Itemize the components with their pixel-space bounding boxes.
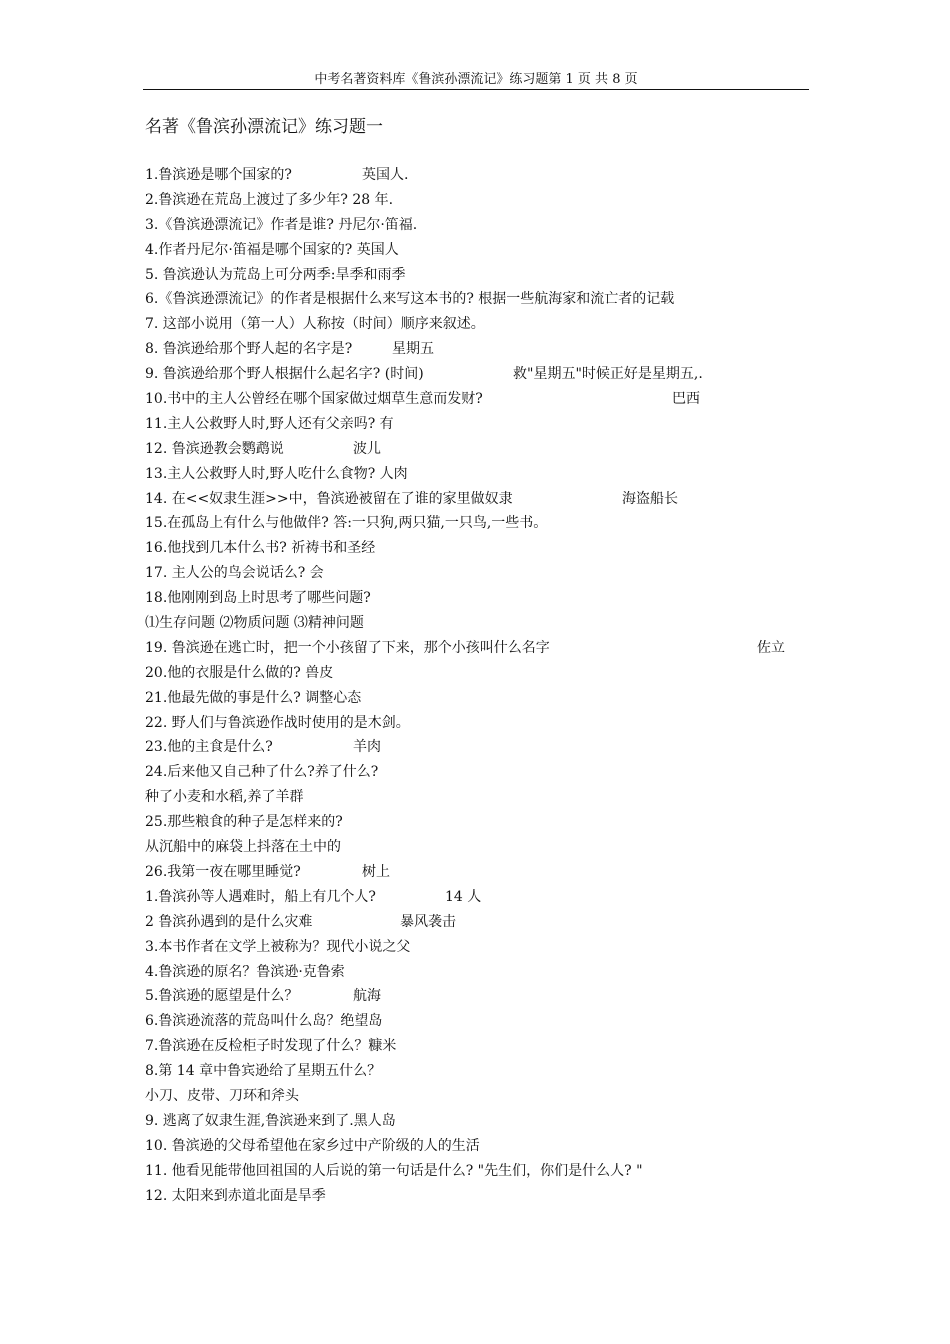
question-text: 3.《鲁滨逊漂流记》作者是谁? 丹尼尔·笛福. <box>145 216 418 233</box>
answer-text: 暴风袭击 <box>400 913 456 930</box>
question-text: 种了小麦和水稻,养了羊群 <box>145 789 304 806</box>
question-line <box>145 735 805 760</box>
answer-text: 巴西 <box>672 391 700 408</box>
question-text: 12. 太阳来到赤道北面是旱季 <box>145 1187 326 1204</box>
question-line <box>145 213 805 238</box>
answer-text: 救"星期五"时候正好是星期五,. <box>513 366 703 383</box>
question-line <box>145 238 805 263</box>
question-text: 10. 鲁滨逊的父母希望他在家乡过中产阶级的人的生活 <box>145 1137 480 1154</box>
question-line <box>145 1184 805 1209</box>
question-line <box>145 1084 805 1109</box>
question-text: 25.那些粮食的种子是怎样来的? <box>145 814 343 831</box>
question-text: 5. 鲁滨逊认为荒岛上可分两季:旱季和雨季 <box>145 266 406 283</box>
question-text: 1.鲁滨孙等人遇难时，船上有几个人? <box>145 888 376 905</box>
question-text: 19. 鲁滨逊在逃亡时，把一个小孩留了下来，那个小孩叫什么名字 <box>145 639 550 656</box>
question-line <box>145 1134 805 1159</box>
question-text: 13.主人公救野人时,野人吃什么食物? 人肉 <box>145 465 408 482</box>
question-line <box>145 935 805 960</box>
answer-text: 星期五 <box>392 341 434 358</box>
question-line <box>145 661 805 686</box>
document-title: 名著《鲁滨孙漂流记》练习题一 <box>145 117 383 137</box>
question-text: 7.鲁滨逊在反检柜子时发现了什么？糠米 <box>145 1038 397 1055</box>
question-line <box>145 1059 805 1084</box>
question-line <box>145 163 805 188</box>
question-text: 23.他的主食是什么? <box>145 739 273 756</box>
question-text: 2.鲁滨逊在荒岛上渡过了多少年? 28 年. <box>145 191 394 208</box>
page-header: 中考名著资料库《鲁滨孙漂流记》练习题第 1 页 共 8 页 <box>314 72 638 87</box>
question-text: 11. 他看见能带他回祖国的人后说的第一句话是什么? "先生们，你们是什么人? " <box>145 1162 643 1179</box>
question-text: 14. 在<<奴隶生涯>>中，鲁滨逊被留在了谁的家里做奴隶 <box>145 490 513 507</box>
question-line <box>145 362 805 387</box>
question-text: 9. 逃离了奴隶生涯,鲁滨逊来到了.黑人岛 <box>145 1112 396 1129</box>
answer-text: 羊肉 <box>353 739 381 756</box>
answer-text: 波儿 <box>353 440 381 457</box>
question-line <box>145 810 805 835</box>
question-text: 2 鲁滨孙遇到的是什么灾难 <box>145 913 313 930</box>
question-line <box>145 487 805 512</box>
question-text: 12. 鲁滨逊教会鹦鹉说 <box>145 440 284 457</box>
question-text: 10.书中的主人公曾经在哪个国家做过烟草生意而发财? <box>145 391 483 408</box>
question-text: ⑴生存问题 ⑵物质问题 ⑶精神问题 <box>145 615 364 632</box>
question-text: 5.鲁滨逊的愿望是什么？ <box>145 988 299 1005</box>
question-text: 8.第 14 章中鲁宾逊给了星期五什么？ <box>145 1063 382 1080</box>
question-text: 6.鲁滨逊流落的荒岛叫什么岛？绝望岛 <box>145 1013 383 1030</box>
question-text: 22. 野人们与鲁滨逊作战时使用的是木剑。 <box>145 714 410 731</box>
question-list <box>145 163 805 1208</box>
question-line <box>145 785 805 810</box>
question-line <box>145 561 805 586</box>
question-text: 17. 主人公的鸟会说话么? 会 <box>145 565 324 582</box>
question-text: 15.在孤岛上有什么与他做伴? 答:一只狗,两只猫,一只鸟,一些书。 <box>145 515 548 532</box>
question-text: 从沉船中的麻袋上抖落在土中的 <box>145 839 341 856</box>
question-text: 8. 鲁滨逊给那个野人起的名字是? <box>145 341 353 358</box>
question-text: 9. 鲁滨逊给那个野人根据什么起名字? (时间) <box>145 366 424 383</box>
question-line <box>145 437 805 462</box>
question-text: 26.我第一夜在哪里睡觉? <box>145 863 301 880</box>
question-line <box>145 860 805 885</box>
answer-text: 英国人. <box>362 167 409 183</box>
question-line <box>145 711 805 736</box>
question-line <box>145 387 805 412</box>
question-line <box>145 511 805 536</box>
question-line <box>145 188 805 213</box>
question-line <box>145 287 805 312</box>
question-text: 11.主人公救野人时,野人还有父亲吗? 有 <box>145 415 394 432</box>
question-line <box>145 984 805 1009</box>
question-text: 3.本书作者在文学上被称为？现代小说之父 <box>145 938 411 955</box>
question-text: 21.他最先做的事是什么? 调整心态 <box>145 689 362 706</box>
question-text: 4.作者丹尼尔·笛福是哪个国家的? 英国人 <box>145 241 399 258</box>
question-text: 20.他的衣服是什么做的? 兽皮 <box>145 664 334 681</box>
question-text: 4.鲁滨逊的原名？鲁滨逊·克鲁索 <box>145 963 345 980</box>
question-text: 1.鲁滨逊是哪个国家的? <box>145 167 292 183</box>
question-text: 16.他找到几本什么书? 祈祷书和圣经 <box>145 540 376 557</box>
question-line <box>145 760 805 785</box>
question-line <box>145 337 805 362</box>
question-line <box>145 412 805 437</box>
question-line <box>145 1034 805 1059</box>
question-line <box>145 686 805 711</box>
answer-text: 航海 <box>353 988 381 1005</box>
question-line <box>145 1009 805 1034</box>
answer-text: 14 人 <box>445 888 482 905</box>
question-line <box>145 611 805 636</box>
question-line <box>145 835 805 860</box>
question-line <box>145 1109 805 1134</box>
question-text: 小刀、皮带、刀环和斧头 <box>145 1087 299 1104</box>
question-text: 24.后来他又自己种了什么?养了什么? <box>145 764 379 781</box>
answer-text: 海盗船长 <box>622 490 678 507</box>
question-line <box>145 910 805 935</box>
question-line <box>145 1159 805 1184</box>
question-text: 6.《鲁滨逊漂流记》的作者是根据什么来写这本书的? 根据一些航海家和流亡者的记载 <box>145 291 675 308</box>
question-text: 18.他刚刚到岛上时思考了哪些问题? <box>145 590 371 607</box>
question-text: 7. 这部小说用（第一人）人称按（时间）顺序来叙述。 <box>145 316 485 333</box>
question-line <box>145 960 805 985</box>
question-line <box>145 536 805 561</box>
question-line <box>145 462 805 487</box>
question-line <box>145 312 805 337</box>
header-divider <box>143 89 809 90</box>
question-line <box>145 885 805 910</box>
answer-text: 树上 <box>362 863 390 880</box>
question-line <box>145 586 805 611</box>
question-line <box>145 263 805 288</box>
question-line <box>145 636 805 661</box>
answer-text: 佐立 <box>757 639 785 656</box>
